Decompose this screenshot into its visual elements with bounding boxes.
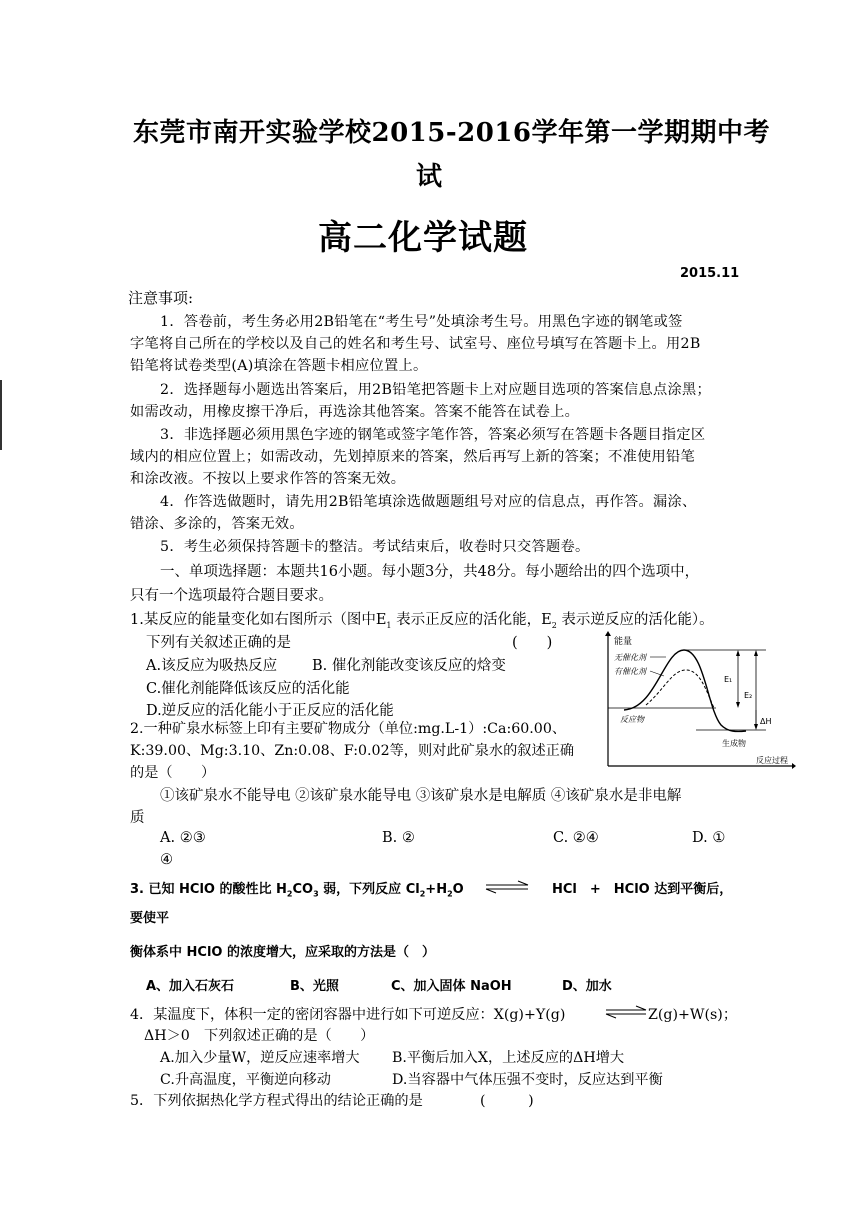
q1-answer-paren: ( )	[512, 635, 553, 651]
y-axis-label: 能量	[614, 637, 633, 647]
q4-line1-products: Z(g)+W(s)；	[648, 1007, 738, 1023]
notice-item-3-line-2: 域内的相应位置上；如需改动，先划掉原来的答案，然后再写上新的答案；不准使用铅笔	[130, 449, 696, 465]
product-label: 生成物	[722, 739, 746, 748]
q4-option-b: B.平衡后加入X，上述反应的ΔH增大	[392, 1050, 625, 1066]
e1-label: E₁	[724, 675, 733, 684]
notice-item-1-line-3: 铅笔将试卷类型(A)填涂在答题卡相应位置上。	[130, 358, 428, 374]
q2-option-b: B. ②	[382, 830, 415, 846]
notice-item-1-line-1: 1．答卷前，考生务必用2B铅笔在“考生号”处填涂考生号。用黑色字迹的钢笔或签	[160, 314, 683, 330]
q3-line1: 3. 已知 HClO 的酸性比 $H_2CO_3$ 弱，下列反应 $Cl_2+H_2O$	[130, 882, 464, 899]
notice-item-4-line-2: 错涂、多涂的，答案无效。	[130, 516, 304, 532]
exam-title-line2: 试	[416, 162, 443, 192]
q3-option-b: B、光照	[290, 979, 339, 994]
notice-item-3-line-1: 3．非选择题必须用黑色字迹的钢笔或签字笔作答，答案必须写在答题卡各题目指定区	[160, 427, 706, 443]
notice-item-4-line-1: 4．作答选做题时，请先用2B铅笔填涂选做题题组号对应的信息点，再作答。漏涂、	[160, 494, 697, 510]
q3-option-c: C、加入固体 NaOH	[391, 979, 512, 994]
q1-stem-line1: 1.某反应的能量变化如右图所示（图中$E_1$ 表示正反应的活化能，$E_2$ 表示逆反应的活化能）。	[130, 612, 714, 630]
with-catalyst-label: 有催化剂	[614, 667, 646, 676]
q2-line3: 的是（ ）	[130, 765, 216, 781]
q4-line1: 4．某温度下，体积一定的密闭容器中进行如下可逆反应：X(g)+Y(g)	[130, 1007, 566, 1023]
q4-option-a: A.加入少量W，逆反应速率增大	[160, 1050, 360, 1066]
q4-line2: ΔH＞0 下列叙述正确的是（ ）	[144, 1028, 375, 1044]
q5-answer-paren: ( )	[480, 1093, 534, 1109]
q3-option-a: A、加入石灰石	[146, 979, 235, 994]
notice-item-1-line-2: 字笔将自己所在的学校以及自己的姓名和考生号、试室号、座位号填写在答题卡上。用2B	[130, 336, 701, 352]
dh-label: ΔH	[760, 717, 772, 726]
q1-option-a: A.该反应为吸热反应	[146, 658, 278, 674]
exam-title-line1: 东莞市南开实验学校2015-2016学年第一学期期中考	[133, 118, 771, 148]
reactant-label: 反应物	[620, 715, 644, 724]
q2-option-a: A. ②③	[160, 830, 206, 846]
margin-line	[0, 380, 2, 450]
q3-option-d: D、加水	[562, 979, 612, 994]
q3-line3: 衡体系中 HClO 的浓度增大，应采取的方法是（ ）	[130, 945, 435, 960]
q1-option-b: B. 催化剂能改变该反应的焓变	[312, 658, 506, 674]
equilibrium-arrow-icon	[484, 880, 530, 894]
q2-line2: K:39.00、Mg:3.10、Zn:0.08、F:0.02等，则对此矿泉水的叙述正确	[130, 743, 575, 759]
section1-line2: 只有一个选项最符合题目要求。	[130, 588, 333, 604]
q2-statements: ①该矿泉水不能导电 ②该矿泉水能导电 ③该矿泉水是电解质 ④该矿泉水是非电解	[160, 788, 682, 804]
q2-statements-cont: 质	[130, 810, 145, 826]
section1-line1: 一、单项选择题：本题共16小题。每小题3分，共48分。每小题给出的四个选项中，	[160, 564, 700, 580]
y-axis-arrow	[605, 631, 611, 636]
q2-line1: 2.一种矿泉水标签上印有主要矿物成分（单位:mg.L-1）:Ca:60.00、	[130, 721, 567, 737]
q5-line1: 5．下列依据热化学方程式得出的结论正确的是	[130, 1093, 423, 1109]
e2-label: E₂	[744, 691, 753, 700]
notice-item-2-line-1: 2．选择题每小题选出答案后，用2B铅笔把答题卡上对应题目选项的答案信息点涂黑；	[160, 382, 711, 398]
q4-option-d: D.当容器中气体压强不变时，反应达到平衡	[392, 1072, 663, 1088]
subject-title: 高二化学试题	[318, 218, 528, 258]
q2-option-d: D. ①	[692, 830, 726, 846]
notice-heading: 注意事项:	[128, 289, 194, 307]
energy-diagram	[596, 630, 796, 772]
exam-date: 2015.11	[680, 266, 740, 281]
notice-item-3-line-3: 和涂改液。不按以上要求作答的答案无效。	[130, 471, 406, 487]
equilibrium-arrow-icon	[604, 1005, 648, 1019]
q3-line2: 要使平	[130, 911, 170, 926]
q2-option-c: C. ②④	[553, 830, 599, 846]
no-catalyst-label: 无催化剂	[614, 653, 646, 662]
x-axis-arrow	[792, 763, 796, 769]
q2-option-d-cont: ④	[160, 852, 173, 868]
q4-option-c: C.升高温度，平衡逆向移动	[160, 1072, 331, 1088]
q1-stem-line2: 下列有关叙述正确的是	[146, 635, 291, 651]
notice-item-5-line-1: 5．考生必须保持答题卡的整洁。考试结束后，收卷时只交答题卷。	[160, 539, 590, 555]
q1-option-d: D.逆反应的活化能小于正反应的活化能	[146, 703, 394, 719]
x-axis-label: 反应过程	[756, 756, 788, 765]
q3-line1-products: HCl + HClO 达到平衡后，	[552, 882, 733, 897]
q1-option-c: C.催化剂能降低该反应的活化能	[146, 681, 350, 697]
notice-item-2-line-2: 如需改动，用橡皮擦干净后，再选涂其他答案。答案不能答在试卷上。	[130, 404, 580, 420]
